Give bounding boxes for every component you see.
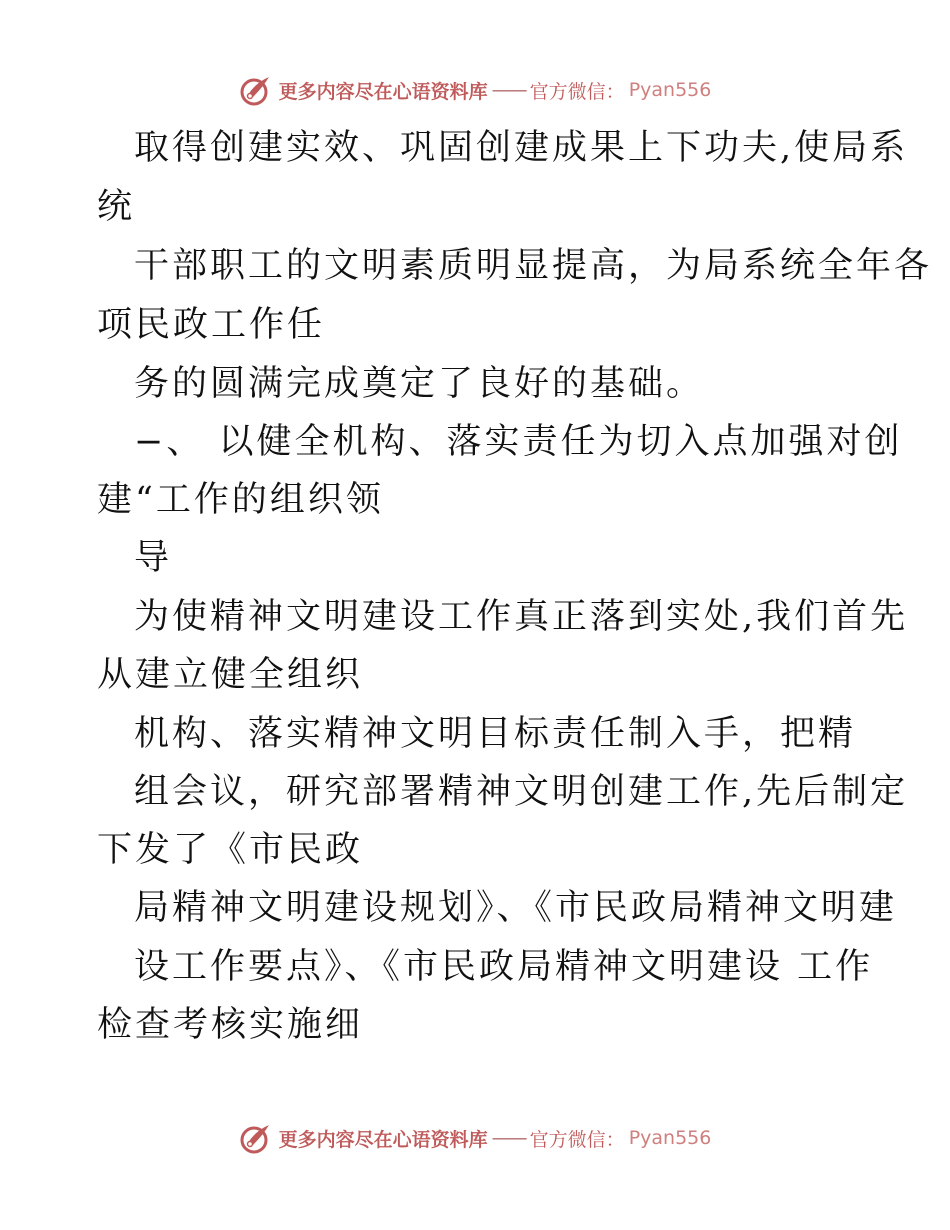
text-line: 机构、落实精神文明目标责任制入手，把精	[134, 714, 857, 754]
text-line: 导	[134, 538, 173, 578]
watermark-brand: 更多内容尽在心语资料库	[278, 80, 488, 103]
section-heading: −、 以健全机构、落实责任为切入点加强对创	[134, 422, 903, 462]
watermark-wechat-id: Pyan556	[628, 79, 712, 101]
header-watermark	[0, 70, 950, 110]
watermark-wechat-label: 官方微信：	[529, 80, 625, 103]
text-line: 取得创建实效、巩固创建成果上下功夫,使局系	[134, 128, 909, 168]
text-line: 为使精神文明建设工作真正落到实处,我们首先	[134, 597, 909, 637]
text-line: 组会议，研究部署精神文明创建工作,先后制定	[134, 772, 909, 812]
watermark-dash: ——	[491, 1127, 526, 1149]
text-line: 干部职工的文明素质明显提高，为局系统全年各	[134, 246, 933, 286]
watermark-wechat-label: 官方微信：	[529, 1128, 625, 1151]
text-line: 统	[97, 187, 136, 227]
text-line: 务的圆满完成奠定了良好的基础。	[134, 364, 705, 404]
watermark-brand: 更多内容尽在心语资料库	[278, 1128, 488, 1151]
footer-watermark	[0, 1118, 950, 1158]
text-line: 项民政工作任	[97, 305, 326, 345]
text-line: 检查考核实施细	[97, 1005, 364, 1045]
quill-logo-icon	[239, 1121, 273, 1155]
watermark-dash: ——	[491, 79, 526, 101]
quill-logo-icon	[239, 73, 273, 107]
text-line: 设工作要点》、《市民政局精神文明建设 工作	[134, 947, 874, 987]
text-line: 局精神文明建设规划》、《市民政局精神文明建	[134, 888, 898, 928]
text-line: 下发了《市民政	[97, 830, 364, 870]
watermark-wechat-id: Pyan556	[628, 1127, 712, 1149]
text-line: 建“工作的组织领	[97, 480, 384, 520]
text-line: 从建立健全组织	[97, 655, 364, 695]
